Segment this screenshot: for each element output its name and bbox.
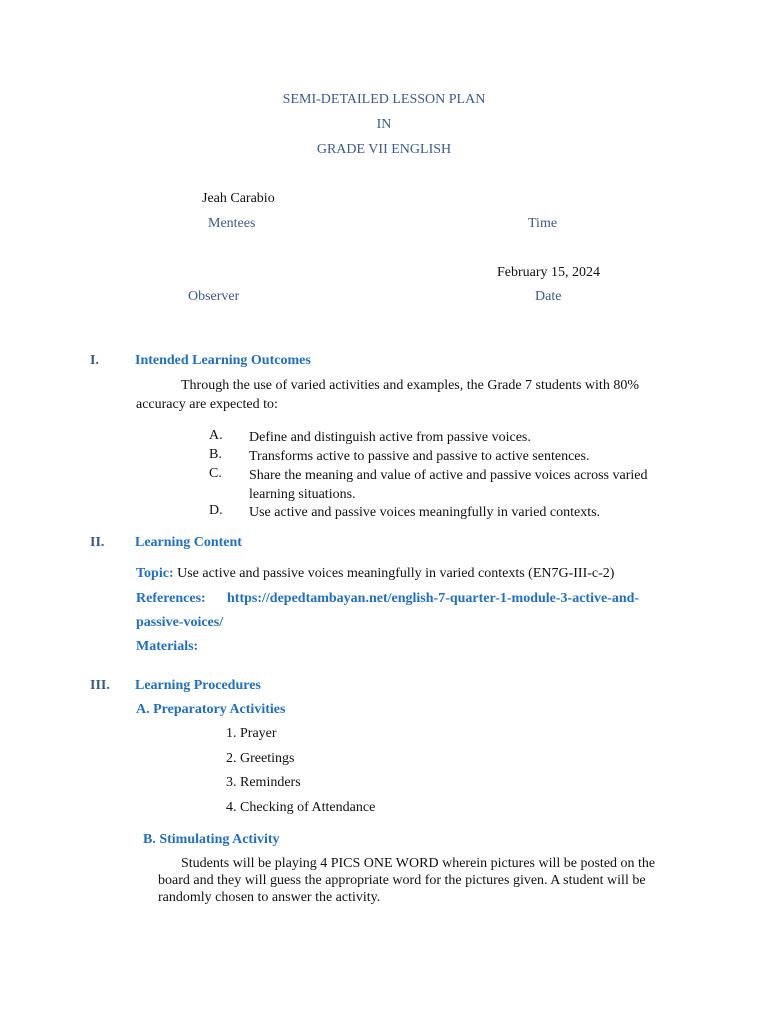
topic-line: [136, 566, 614, 582]
objective-letter: C.: [209, 466, 222, 481]
stimulating-activity-line1: Students will be playing 4 PICS ONE WORD wherein pictures will be posted on the: [181, 856, 656, 871]
references-link[interactable]: https://depedtambayan.net/english-7-quarter-1-module-3-active-and-: [227, 591, 640, 606]
stimulating-activity-line3: randomly chosen to answer the activity.: [158, 890, 381, 905]
section-1-number: I.: [90, 353, 99, 368]
objective-text: Share the meaning and value of active and passive voices across varied learning situations.: [249, 468, 648, 502]
list-item: 2. Greetings: [226, 751, 295, 766]
objective-letter: D.: [209, 503, 223, 518]
materials-label: Materials:: [136, 639, 199, 654]
document-title-in: IN: [376, 117, 392, 132]
section-2-number: II.: [90, 535, 105, 550]
objective-letter: A.: [209, 428, 223, 443]
document-title: SEMI-DETAILED LESSON PLAN: [282, 92, 486, 107]
section-3-number: III.: [90, 678, 110, 693]
section-1-title: Intended Learning Outcomes: [135, 353, 311, 368]
preparatory-activities-heading: A. Preparatory Activities: [136, 702, 286, 717]
topic-label: Topic:: [136, 566, 174, 581]
section-2-title: Learning Content: [135, 535, 242, 550]
section-1-intro-line2: accuracy are expected to:: [136, 397, 278, 412]
list-item: 1. Prayer: [226, 726, 277, 741]
section-1-intro-line1: Through the use of varied activities and examples, the Grade 7 students with 80%: [181, 378, 639, 393]
time-label: Time: [528, 216, 558, 231]
list-item: 3. Reminders: [226, 775, 301, 790]
section-3-title: Learning Procedures: [135, 678, 261, 693]
date-label: Date: [535, 289, 562, 304]
references-link-continued[interactable]: passive-voices/: [136, 615, 224, 630]
objective-letter: B.: [209, 447, 222, 462]
mentees-label: Mentees: [208, 216, 256, 231]
topic-value: Use active and passive voices meaningfully in varied contexts (EN7G-III-c-2): [173, 566, 615, 581]
document-subtitle: GRADE VII ENGLISH: [316, 142, 452, 157]
objective-text: Transforms active to passive and passive to active sentences.: [249, 449, 590, 464]
objective-text: Define and distinguish active from passive voices.: [249, 430, 531, 445]
list-item: 4. Checking of Attendance: [226, 800, 376, 815]
stimulating-activity-line2: board and they will guess the appropriate word for the pictures given. A student will be: [158, 873, 646, 888]
date-value: February 15, 2024: [497, 265, 601, 280]
observer-label: Observer: [188, 289, 240, 304]
mentee-name: Jeah Carabio: [202, 191, 275, 206]
objective-text: Use active and passive voices meaningfully in varied contexts.: [249, 505, 601, 520]
stimulating-activity-heading: B. Stimulating Activity: [143, 832, 280, 847]
references-label: References:: [136, 591, 206, 606]
